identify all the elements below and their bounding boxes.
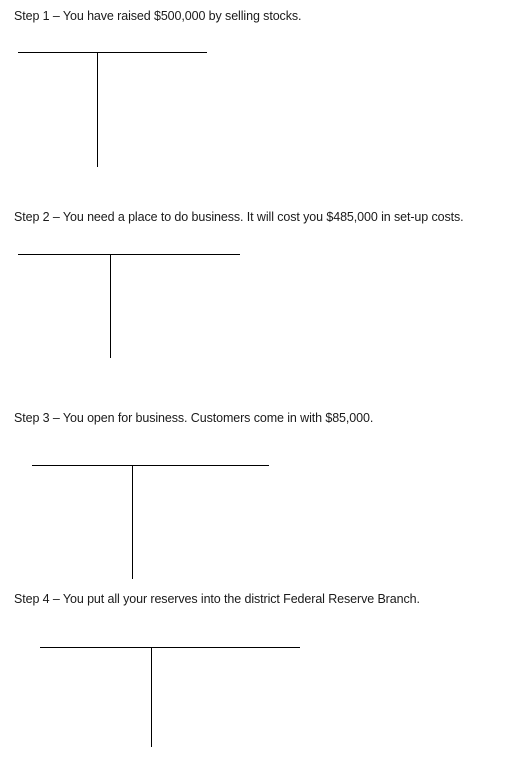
step-1-instruction: Step 1 – You have raised $500,000 by selling stocks. [14,9,302,23]
step-3-instruction: Step 3 – You open for business. Customers come in with $85,000. [14,411,374,425]
t-account-center-line [97,52,98,167]
t-account-top-line [18,52,207,53]
t-account-top-line [18,254,240,255]
step-4-t-account [40,647,300,747]
t-account-center-line [110,254,111,358]
step-1-t-account [18,52,207,167]
t-account-top-line [40,647,300,648]
step-4-instruction: Step 4 – You put all your reserves into the district Federal Reserve Branch. [14,592,420,606]
step-2-instruction: Step 2 – You need a place to do business. It will cost you $485,000 in set-up costs. [14,210,464,224]
step-2-t-account [18,254,240,358]
t-account-center-line [132,465,133,579]
t-account-top-line [32,465,269,466]
t-account-center-line [151,647,152,747]
step-3-t-account [32,465,269,579]
